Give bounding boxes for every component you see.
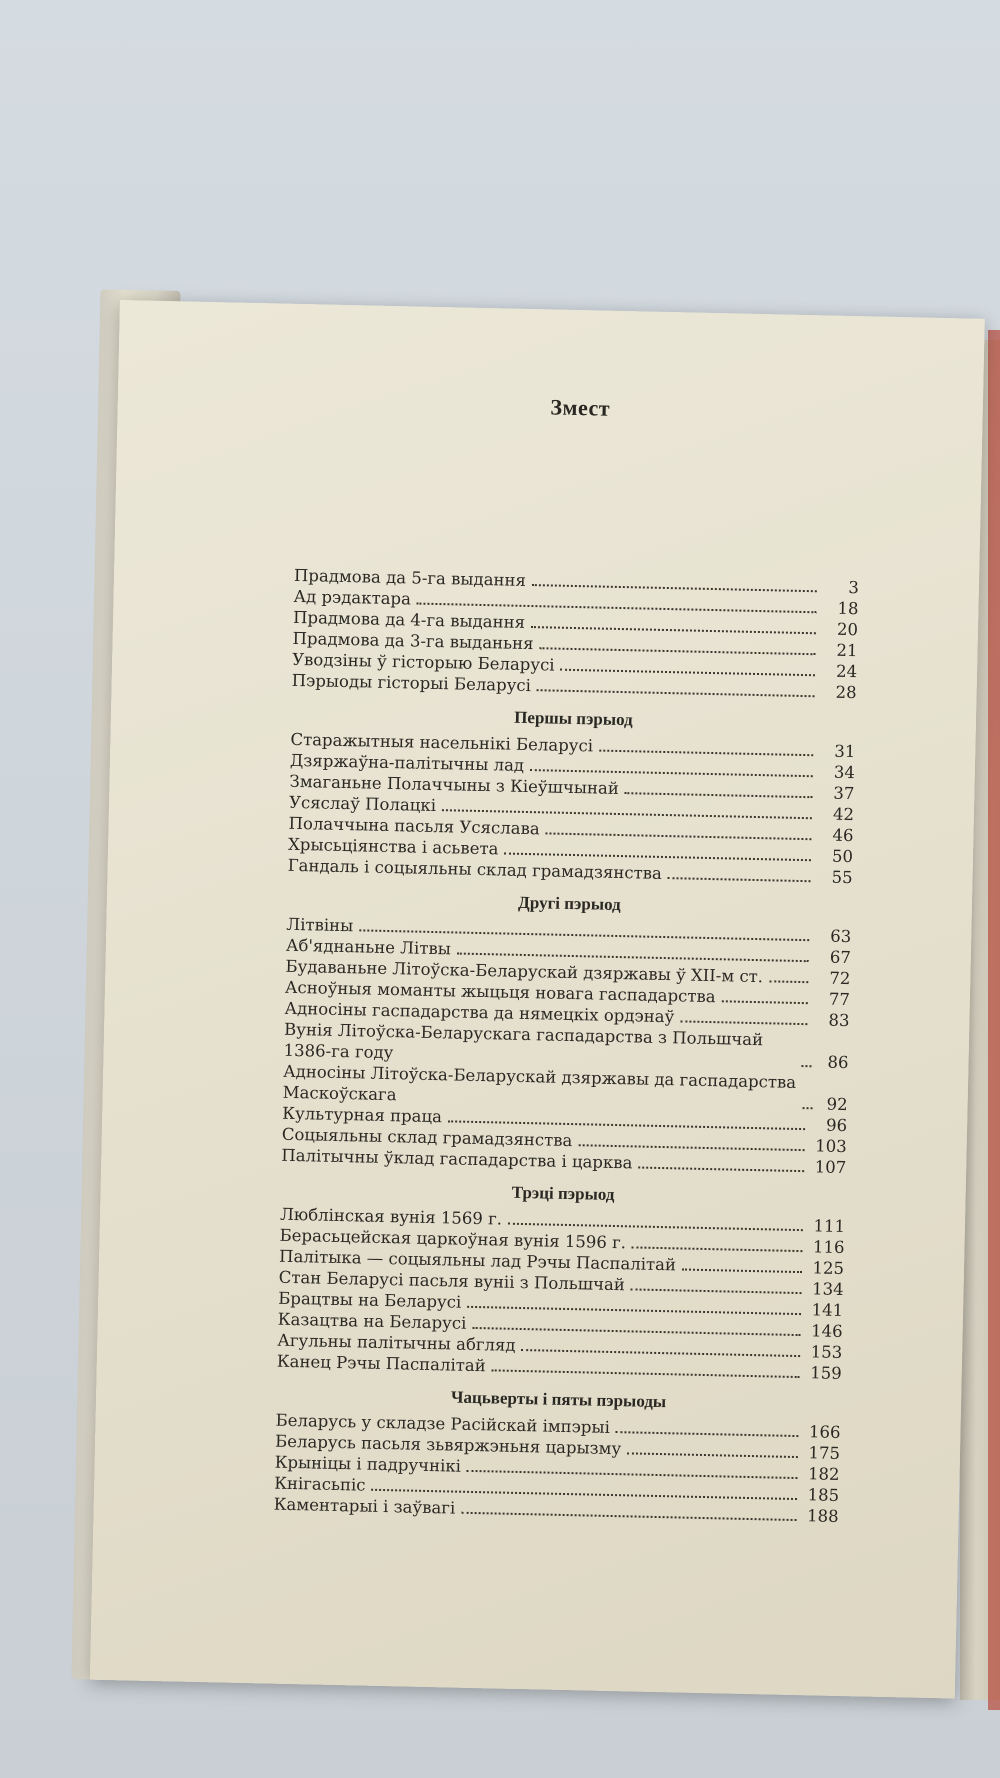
toc-entry-page: 28 <box>835 682 857 703</box>
toc-leader-dots <box>521 1349 800 1357</box>
toc-entry-page: 50 <box>831 846 854 867</box>
section-title: Трэці пэрыод <box>511 1182 615 1204</box>
toc-entry-title: Каментарыі і заўвагі <box>273 1494 456 1518</box>
toc-leader-dots <box>638 1167 804 1173</box>
toc-leader-dots <box>461 1512 796 1521</box>
section-title: Другі пэрыод <box>517 892 621 915</box>
toc-entry-title: Полаччына пасьля Усяслава <box>288 813 540 839</box>
toc-entry-page: 20 <box>836 619 859 640</box>
toc-entry-page: 83 <box>828 1010 850 1031</box>
toc-section <box>287 703 856 888</box>
toc-entry-page: 103 <box>815 1136 847 1157</box>
toc-entry-page: 159 <box>810 1363 842 1383</box>
toc-entry-page: 37 <box>833 783 855 804</box>
toc-entry-page: 34 <box>833 762 856 783</box>
toc-entry-page: 77 <box>828 989 851 1010</box>
toc-entry-page: 92 <box>826 1094 848 1115</box>
toc-entry-title: Старажытныя насельнікі Беларусі <box>290 729 594 756</box>
book-cover-edge <box>988 330 1000 1710</box>
book-page <box>90 300 985 1699</box>
toc-entry-title: Палітычны ўклад гаспадарства і царква <box>281 1145 633 1173</box>
toc-entry-title: Усяслаў Полацкі <box>288 792 437 816</box>
toc-entry-page: 72 <box>829 968 851 989</box>
toc-entry-title: Берасьцейская царкоўная вунія 1596 г. <box>279 1225 627 1253</box>
table-of-contents <box>274 389 863 1527</box>
toc-leader-dots <box>537 689 815 697</box>
toc-section <box>281 888 852 1178</box>
toc-entry-title: Стан Беларусі пасьля вуніі з Польшчай <box>278 1267 626 1295</box>
toc-entry-title: Змаганьне Полаччыны з Кіеўшчынай <box>289 771 620 798</box>
toc-entry-page: 24 <box>835 661 858 682</box>
toc-entry-page: 96 <box>825 1115 848 1136</box>
toc-leader-dots <box>578 1144 804 1151</box>
toc-entry-title: Культурная праца <box>282 1103 443 1127</box>
toc-entry-title: Літвіны <box>286 914 354 936</box>
toc-leader-dots <box>668 877 811 882</box>
toc-leader-dots <box>631 1288 802 1294</box>
toc-entry-title: Будаваньне Літоўска-Беларускай дзяржавы ў XII-м ст. <box>285 956 764 987</box>
toc-entry-title: Беларусь у складзе Расійскай імпэрыі <box>275 1410 611 1437</box>
toc-entry-page: 153 <box>810 1342 843 1363</box>
toc-entry-page: 166 <box>808 1422 841 1442</box>
toc-entry-title: Брацтвы на Беларусі <box>278 1288 462 1312</box>
toc-entry-page: 42 <box>832 804 855 825</box>
toc-entry-page: 188 <box>806 1506 839 1526</box>
toc-entry-title: Ад рэдактара <box>293 586 412 609</box>
toc-entry-title: Адносіны Літоўска-Беларускай дзяржавы да гаспадарства Маскоўскага <box>282 1061 797 1105</box>
toc-entry-page: 125 <box>812 1258 845 1279</box>
toc-entry-page: 107 <box>814 1157 847 1178</box>
toc-entry-page: 116 <box>812 1237 845 1258</box>
toc-entry-title: Агульны палітычны абгляд <box>277 1330 516 1355</box>
toc-entry-title: Вунія Літоўска-Беларускага гаспадарства з Польшчай 1386-га году <box>283 1019 764 1063</box>
toc-leader-dots <box>616 1431 799 1437</box>
toc-entry-title: Асноўныя моманты жыцьця новага гаспадарства <box>284 977 716 1007</box>
toc-entry-page: 63 <box>830 926 852 947</box>
toc-leader-dots <box>599 750 813 757</box>
toc-entry-page: 141 <box>811 1300 844 1321</box>
toc-entry-title: Люблінская вунія 1569 г. <box>279 1204 503 1229</box>
toc-entry-page: 18 <box>837 598 859 619</box>
toc-sections <box>274 565 860 1527</box>
toc-entry-title: Аб'яднаньне Літвы <box>285 935 452 959</box>
toc-entry-title: Прадмова да 3-га выданьня <box>292 628 534 654</box>
toc-leader-dots <box>492 1369 800 1378</box>
toc-entry-title: Палітыка — соцыяльны лад Рэчы Паспалітай <box>278 1246 677 1275</box>
toc-entry-page: 67 <box>829 947 852 968</box>
toc-leader-dots <box>680 1020 807 1025</box>
toc-entry-title: Соцыяльны склад грамадзянства <box>281 1124 573 1151</box>
toc-leader-dots <box>682 1268 802 1273</box>
toc-entry-page: 3 <box>848 577 860 598</box>
toc-leader-dots <box>802 1107 812 1109</box>
toc-entry-title: Беларусь пасьля зьвяржэньня царызму <box>274 1431 622 1459</box>
toc-entry-title: Пэрыоды гісторыі Беларусі <box>291 670 532 696</box>
toc-heading: Змест <box>550 394 611 421</box>
toc-entry-page: 111 <box>813 1216 846 1237</box>
toc-entry-title: Хрысьціянства і асьвета <box>287 834 499 859</box>
toc-leader-dots <box>625 792 813 798</box>
toc-entry-title: Прадмова да 4-га выдання <box>292 607 526 632</box>
section-title: Першы пэрыод <box>513 707 633 730</box>
toc-leader-dots <box>560 669 815 677</box>
toc-leader-dots <box>627 1452 798 1458</box>
toc-entry-title: Крыніцы і падручнікі <box>274 1452 462 1476</box>
toc-leader-dots <box>769 980 808 983</box>
toc-entry-page: 31 <box>834 741 856 762</box>
toc-entry-title: Адносіны гаспадарства да нямецкіх ордэнаў <box>284 998 675 1027</box>
toc-entry-title: Казацтва на Беларусі <box>277 1309 467 1333</box>
toc-section <box>292 565 860 703</box>
toc-leader-dots <box>546 832 812 840</box>
toc-entry-page: 175 <box>808 1443 841 1463</box>
toc-leader-dots <box>801 1065 811 1067</box>
toc-entry-page: 185 <box>807 1485 840 1505</box>
toc-entry-page: 21 <box>836 640 858 661</box>
toc-section <box>277 1178 846 1384</box>
toc-leader-dots <box>539 647 815 655</box>
toc-entry-title: Уводзіны ў гісторыю Беларусі <box>291 649 555 675</box>
toc-leader-dots <box>632 1246 803 1252</box>
toc-entry-page: 182 <box>807 1464 840 1484</box>
toc-section <box>274 1384 842 1527</box>
toc-entry-title: Кнігасьпіс <box>274 1473 366 1495</box>
toc-entry-page: 134 <box>811 1279 844 1300</box>
toc-entry-page: 86 <box>827 1052 849 1073</box>
section-title: Чацьверты і пяты пэрыоды <box>450 1387 667 1412</box>
toc-leader-dots <box>721 1000 807 1004</box>
toc-entry-title: Гандаль і соцыяльны склад грамадзянства <box>287 855 663 883</box>
toc-entry-page: 146 <box>810 1321 843 1342</box>
toc-entry-title: Канец Рэчы Паспалітай <box>276 1351 486 1376</box>
toc-entry-page: 46 <box>832 825 854 846</box>
toc-entry-page: 55 <box>831 867 853 888</box>
toc-entry-title: Дзяржаўна-палітычны лад <box>289 750 525 775</box>
toc-entry-title: Прадмова да 5-га выдання <box>293 565 527 590</box>
